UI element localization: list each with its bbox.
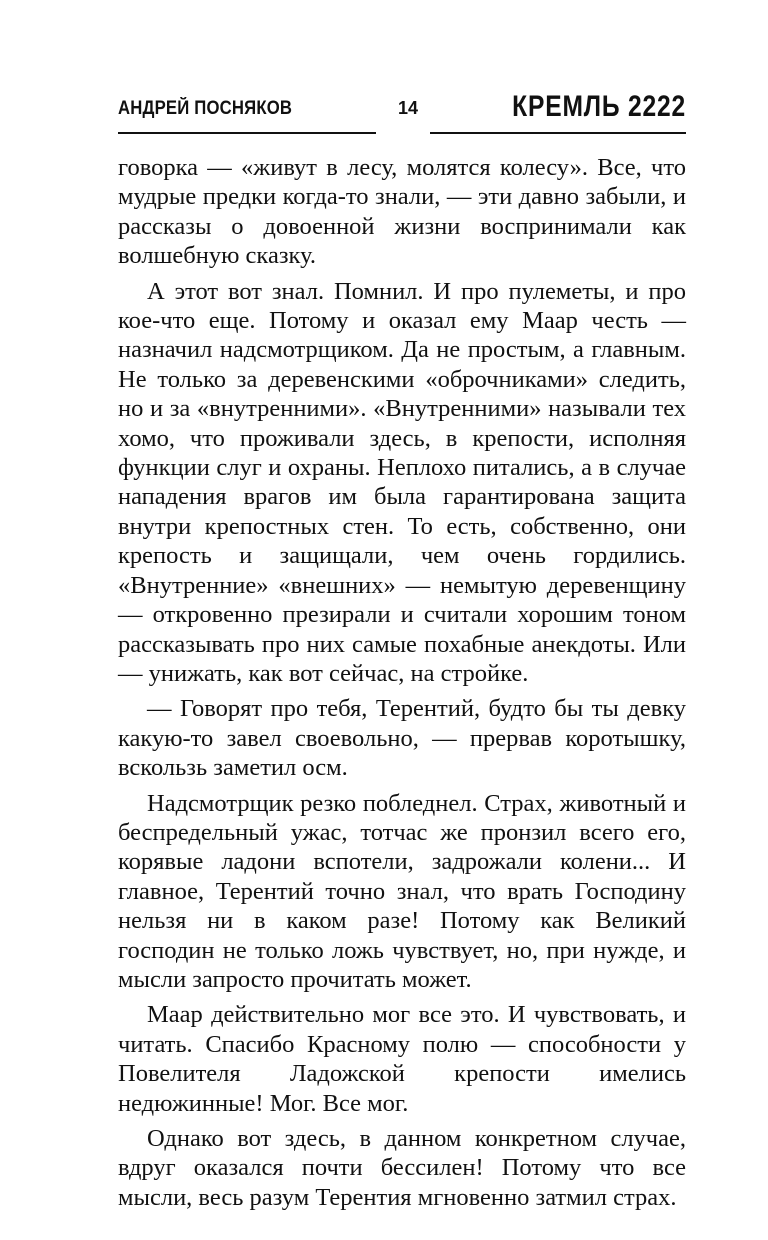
header-rule-left (118, 132, 376, 134)
author-name: АНДРЕЙ ПОСНЯКОВ (118, 98, 293, 119)
paragraph: — Говорят про тебя, Терентий, будто бы ты девку какую-то завел своевольно, — прервав коротышку, вскользь заметил осм. (118, 695, 686, 782)
book-title: КРЕМЛЬ 2222 (512, 90, 686, 123)
paragraph: Надсмотрщик резко побледнел. Страх, животный и беспредельный ужас, тотчас же пронзил всего его, корявые ладони вспотели, задрожали колени... И главное, Терентий точно знал, что врать Господину нельзя ни в каком разе! Потому как Великий господин не только ложь чувствует, но, при нужде, и мысли запросто прочитать может. (118, 789, 686, 993)
paragraph: говорка — «живут в лесу, молятся колесу». Все, что мудрые предки когда-то знали, — эти давно забыли, и рассказы о довоенной жизни воспринимали как волшебную сказку. (118, 154, 686, 270)
running-header (118, 92, 686, 138)
paragraph: А этот вот знал. Помнил. И про пулеметы, и про кое-что еще. Потому и оказал ему Маар честь — назначил надсмотрщиком. Да не простым, а главным. Не только за деревенскими «оброчниками» следить, но и за «внутренними». «Внутренними» называли тех хомо, что проживали здесь, в крепости, исполняя функции слуг и охраны. Неплохо питались, а в случае нападения врагов им была гарантирована защита внутри крепостных стен. То есть, собственно, они крепость и защищали, чем очень гордились. «Внутренние» «внешних» — немытую деревенщину — откровенно презирали и считали хорошим тоном рассказывать про них самые похабные анекдоты. Или — унижать, как вот сейчас, на стройке. (118, 277, 686, 687)
paragraph: Маар действительно мог все это. И чувствовать, и читать. Спасибо Красному полю — способности у Повелителя Ладожской крепости имелись недюжинные! Мог. Все мог. (118, 1001, 686, 1117)
paragraph: Однако вот здесь, в данном конкретном случае, вдруг оказался почти бессилен! Потому что все мысли, весь разум Терентия мгновенно затмил страх. (118, 1125, 686, 1211)
header-rule-right (430, 132, 686, 134)
page-number: 14 (397, 98, 419, 118)
body-text (118, 153, 686, 1218)
